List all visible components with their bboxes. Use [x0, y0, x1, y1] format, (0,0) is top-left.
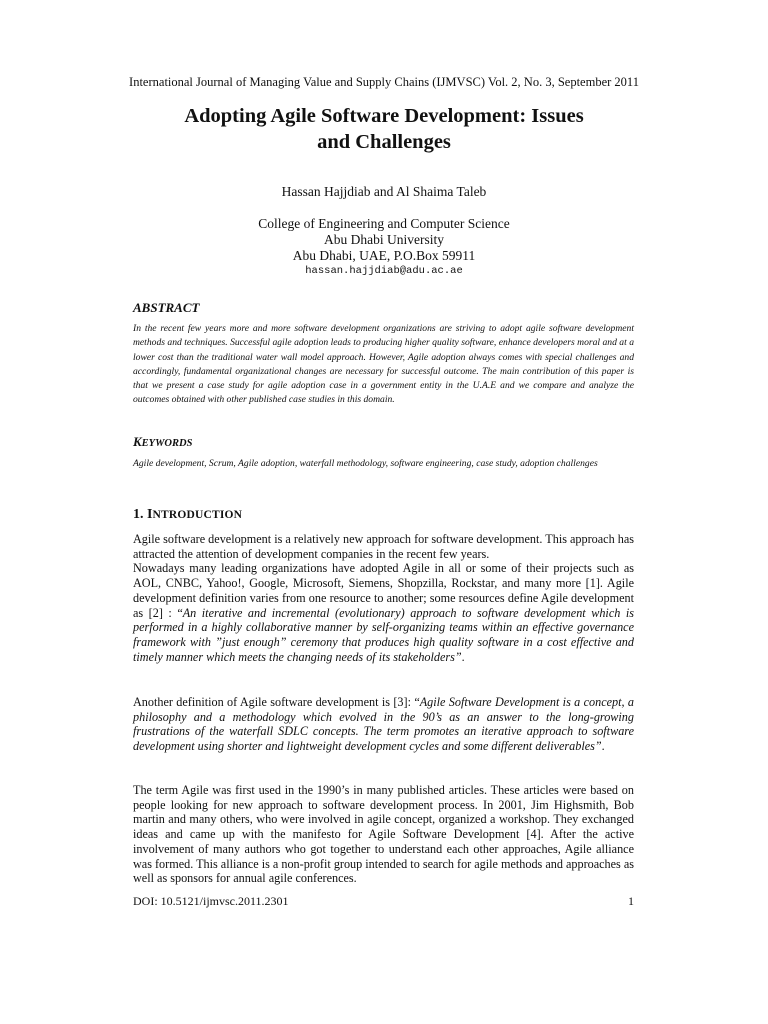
affiliation	[0, 216, 768, 264]
affiliation-university: Abu Dhabi University	[324, 232, 444, 247]
intro-p2-quote: Agile Software Development is a concept, a philosophy and a methodology which evolved in the 90’s as an answer to the long-growing frustrations of the waterfall SDLC concepts. The term promotes an iterative approach to software development using shorter and lightweight development cycles and some different deliverables”	[133, 695, 634, 754]
affiliation-college: College of Engineering and Computer Science	[258, 216, 510, 231]
keywords-heading-initial: K	[133, 434, 142, 449]
journal-header: International Journal of Managing Value and Supply Chains (IJMVSC) Vol. 2, No. 3, September 2011	[129, 75, 639, 89]
keywords-text: Agile development, Scrum, Agile adoption, waterfall methodology, software engineering, case study, adoption challenges	[133, 458, 598, 469]
title-line-1: Adopting Agile Software Development: Issues	[184, 105, 584, 127]
introduction-heading-rest: NTRODUCTION	[152, 509, 243, 521]
page-number: 1	[628, 894, 634, 908]
abstract-heading: ABSTRACT	[133, 300, 200, 315]
keywords-heading	[133, 434, 634, 450]
authors: Hassan Hajjdiab and Al Shaima Taleb	[281, 184, 487, 199]
author-email: hassan.hajjdiab@adu.ac.ae	[305, 265, 463, 277]
doi: DOI: 10.5121/ijmvsc.2011.2301	[133, 894, 289, 908]
intro-paragraph-2	[133, 695, 634, 754]
intro-p1-quote: An iterative and incremental (evolutionary) approach to software development which is performed in a highly collaborative manner by self-organizing teams within an effective governance framework with ”just enough” ceremony that produces high quality software in a cost effective and timely manner which meets the changing needs of its stakeholders”	[133, 605, 634, 664]
abstract-text: In the recent few years more and more software development organizations are striving to adopt agile software development methods and techniques. Successful agile adoption leads to producing higher quality software, enhance developers moral and at a lower cost than the traditional water wall model approach. However, Agile adoption always comes with special challenges and accordingly, fundamental organizational changes are necessary for successful outcome. The main contribution of this paper is that we present a case study for agile adoption case in a government entity in the U.A.E and we compare and analyze the outcomes obtained with other published case studies in this domain.	[133, 323, 634, 406]
intro-paragraph-3: The term Agile was first used in the 1990’s in many published articles. These articles were based on people looking for new approach to software development process. In 2001, Jim Highsmith, Bob martin and many others, who were involved in agile concept, organized a workshop. They exchanged ideas and came up with the manifesto for Agile Software Development [4]. After the active involvement of many authors who got together to understand each other approaches, Agile alliance was formed. This alliance is a non-profit group intended to search for agile methods and approaches as well as sponsors for annual agile conferences.	[133, 783, 634, 886]
intro-p1-end: .	[461, 649, 465, 664]
introduction-heading	[133, 507, 634, 523]
intro-paragraph-1	[133, 532, 634, 664]
intro-p2-lead: Another definition of Agile software development is [3]: “	[133, 695, 420, 709]
intro-p1-sentence-b: Nowadays many leading organizations have adopted Agile in all or some of their projects such as AOL, CNBC, Yahoo!, Google, Microsoft, Siemens, Shopzilla, Rockstar, and many more [1]. Agile development definition varies from one resource to another; some resources define Agile development as [2] : “	[133, 561, 634, 620]
affiliation-address: Abu Dhabi, UAE, P.O.Box 59911	[292, 248, 476, 263]
keywords-heading-rest: EYWORDS	[141, 438, 193, 449]
intro-p1-sentence-a: Agile software development is a relatively new approach for software development. This approach has attracted the attention of development companies in the recent few years.	[133, 532, 634, 561]
paper-title	[0, 103, 768, 155]
intro-p2-end: .	[601, 739, 605, 754]
introduction-heading-number: 1. I	[133, 507, 153, 522]
title-line-2: and Challenges	[317, 131, 451, 153]
